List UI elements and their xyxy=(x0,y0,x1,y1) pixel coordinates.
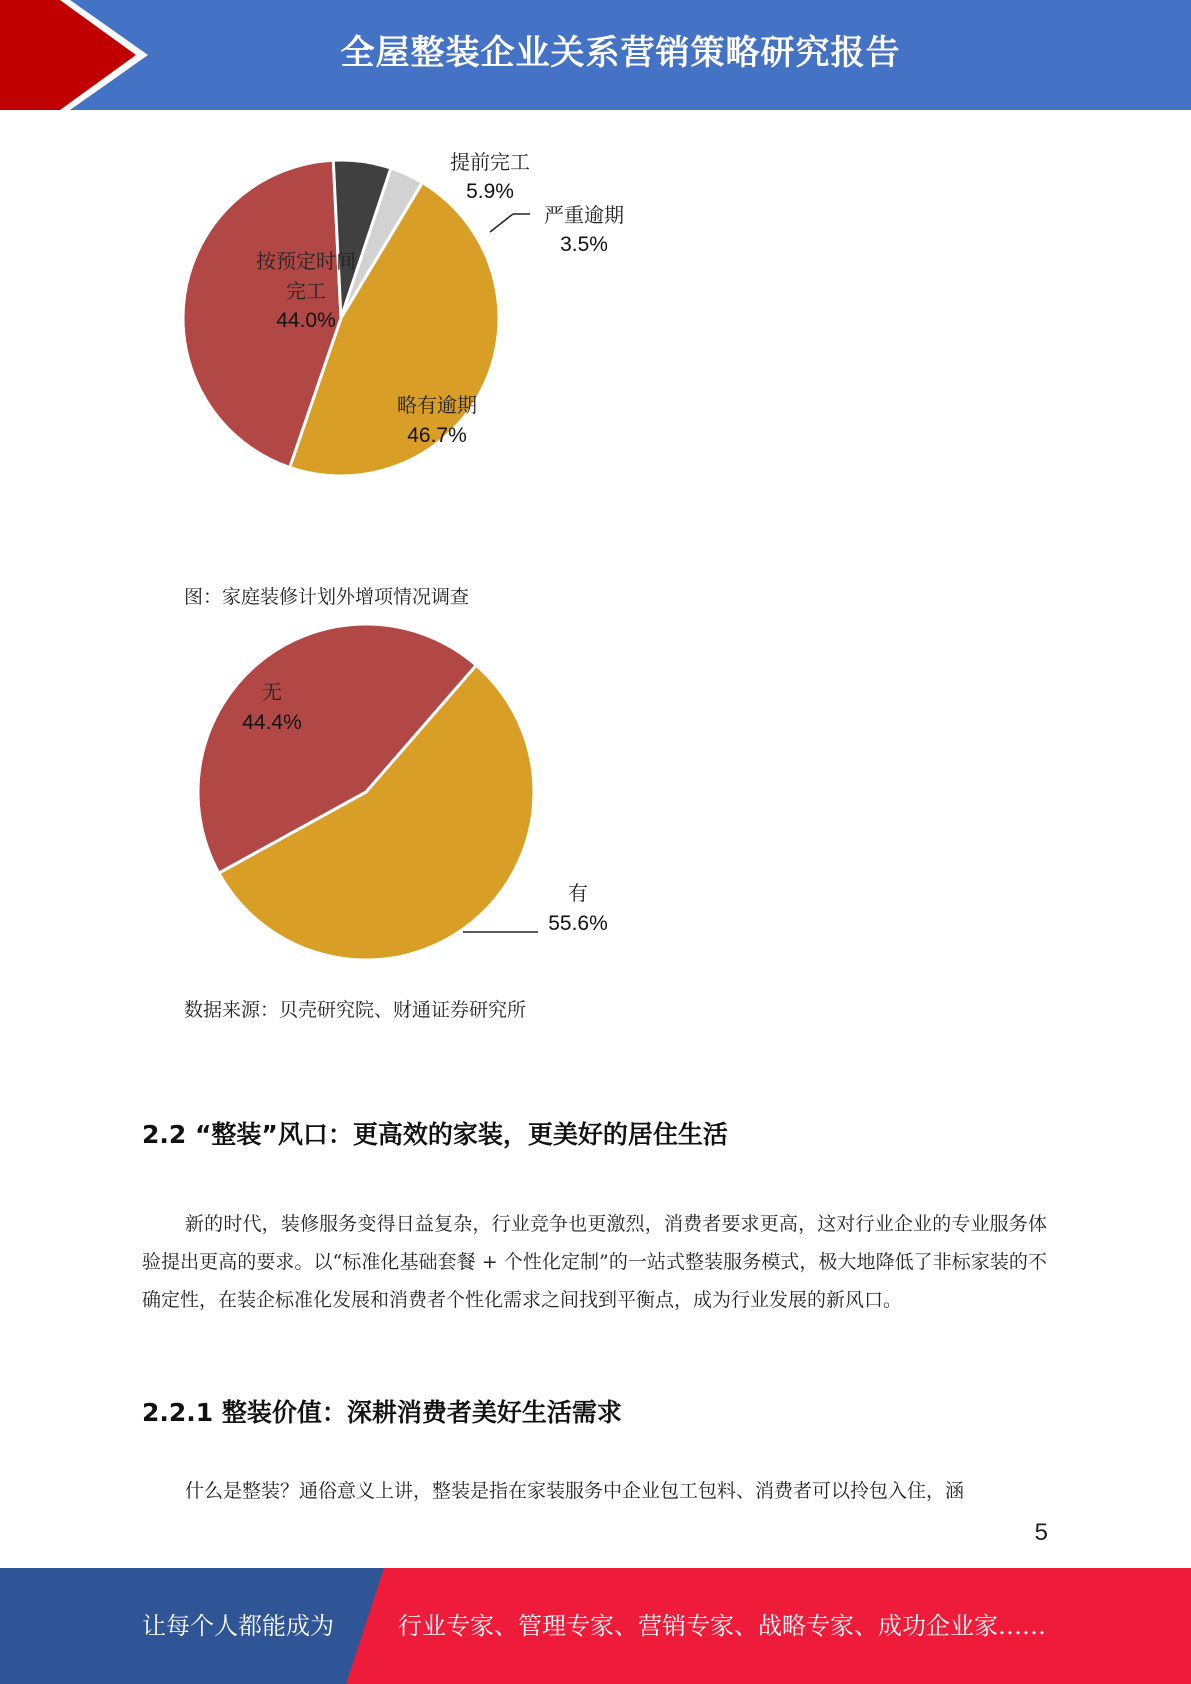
footer-slogan-left: 让每个人都能成为 xyxy=(142,1612,334,1640)
section-2-2-paragraph: 新的时代，装修服务变得日益复杂，行业竞争也更激烈，消费者要求更高，这对行业企业的专业服务体验提出更高的要求。以“标准化基础套餐 + 个性化定制”的一站式整装服务模式，极大地降低了非标家装的不确定性，在装企标准化发展和消费者个性化需求之间找到平衡点，成为行业发展的新风口。 xyxy=(142,1213,1047,1311)
pie1-label-severe-delay: 严重逾期 xyxy=(544,203,624,227)
pie-chart-completion xyxy=(180,140,700,530)
section-2-2-1-paragraph: 什么是整装？通俗意义上讲，整装是指在家装服务中企业包工包料、消费者可以拎包入住，涵 xyxy=(185,1480,965,1502)
pie2-label-yes: 有 xyxy=(568,881,588,905)
figure-caption: 图：家庭装修计划外增项情况调查 xyxy=(184,586,470,608)
pie1-label-early: 提前完工 xyxy=(450,150,530,174)
pie1-leader-line-severe xyxy=(490,214,513,232)
pie1-pct-severe-delay: 3.5% xyxy=(560,233,608,256)
section-2-2-1-heading: 2.2.1 整装价值：深耕消费者美好生活需求 xyxy=(142,1398,622,1427)
page-footer xyxy=(0,1568,1191,1684)
pie2-pct-yes: 55.6% xyxy=(548,912,608,935)
footer-slogan-right: 行业专家、管理专家、营销专家、战略专家、成功企业家…… xyxy=(398,1612,1046,1640)
page-number: 5 xyxy=(1034,1519,1048,1546)
pie-chart-extra-items xyxy=(180,620,640,970)
pie1-pct-on-time: 44.0% xyxy=(276,309,336,332)
pie1-pct-early: 5.9% xyxy=(466,180,514,203)
pie2-label-no: 无 xyxy=(262,680,282,704)
pie1-label-on-time-line1: 按预定时间 xyxy=(256,249,356,273)
header-red-chevron xyxy=(0,0,136,110)
pie1-label-slight-delay: 略有逾期 xyxy=(397,393,477,417)
section-2-2-heading: 2.2 “整装”风口：更高效的家装，更美好的居住生活 xyxy=(142,1120,728,1149)
pie1-pct-slight-delay: 46.7% xyxy=(407,424,467,447)
pie2-pct-no: 44.4% xyxy=(242,711,302,734)
data-source-caption: 数据来源：贝壳研究院、财通证券研究所 xyxy=(184,999,527,1021)
report-title: 全屋整装企业关系营销策略研究报告 xyxy=(340,33,901,73)
page-header xyxy=(0,0,1191,110)
pie1-label-on-time-line2: 完工 xyxy=(286,279,326,303)
